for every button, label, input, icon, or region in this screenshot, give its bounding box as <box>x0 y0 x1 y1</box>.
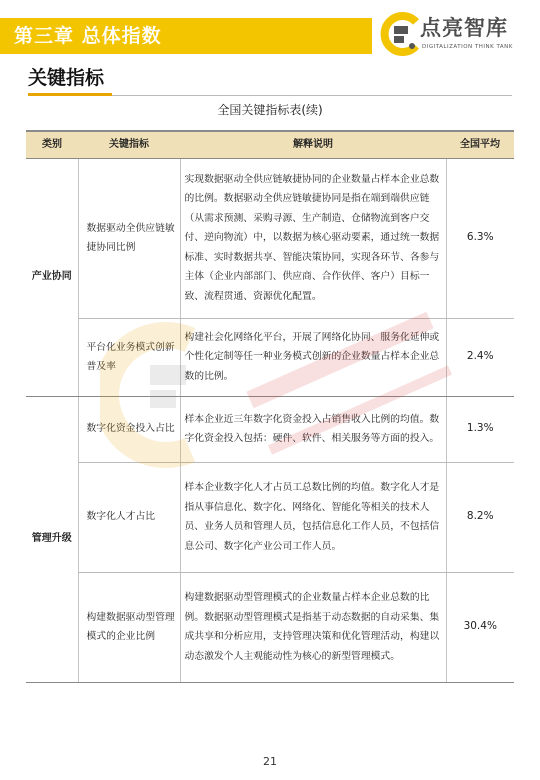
logo-subtitle: DIGITALIZATION THINK TANK <box>422 44 513 50</box>
header-category: 类别 <box>26 131 78 158</box>
page-number: 21 <box>263 755 277 768</box>
average-cell: 30.4% <box>446 572 514 682</box>
average-cell: 2.4% <box>446 318 514 396</box>
explanation-cell: 样本企业近三年数字化资金投入占销售收入比例的均值。数字化资金投入包括：硬件、软件、相关服务等方面的投入。 <box>180 396 446 462</box>
section-title: 关键指标 <box>28 67 105 89</box>
average-cell: 8.2% <box>446 462 514 572</box>
indicator-cell: 平台化业务模式创新普及率 <box>78 318 180 396</box>
table-row <box>26 396 514 462</box>
logo-name: 点亮智库 <box>420 16 508 40</box>
table-row <box>26 462 514 572</box>
header-national-average: 全国平均 <box>446 131 514 158</box>
category-cell: 产业协同 <box>26 158 78 396</box>
explanation-cell: 构建社会化网络化平台，开展了网络化协同、服务化延伸或个性化定制等任一种业务模式创新的企业数量占样本企业总数的比例。 <box>180 318 446 396</box>
header-indicator: 关键指标 <box>78 131 180 158</box>
key-indicators-table <box>26 130 514 683</box>
indicator-cell: 数字化人才占比 <box>78 462 180 572</box>
indicator-cell: 构建数据驱动型管理模式的企业比例 <box>78 572 180 682</box>
page-header <box>0 0 540 60</box>
table-header-row <box>26 131 514 158</box>
table-caption: 全国关键指标表(续) <box>217 103 323 117</box>
explanation-cell: 样本企业数字化人才占员工总数比例的均值。数字化人才是指从事信息化、数字化、网络化、智能化等相关的技术人员、业务人员和管理人员，包括信息化工作人员，不包括信息公司、数字化产业公司工作人员。 <box>180 462 446 572</box>
explanation-cell: 实现数据驱动全供应链敏捷协同的企业数量占样本企业总数的比例。数据驱动全供应链敏捷协同是指在端到端供应链（从需求预测、采购寻源、生产制造、仓储物流到客户交付、逆向物流）中，以数据为核心驱动要素，通过统一数据标准、实时数据共享、智能决策协同，实现各环节、各参与主体（企业内部部门、供应商、合作伙伴、客户）目标一致、流程贯通、资源优化配置。 <box>180 158 446 318</box>
table-row <box>26 572 514 682</box>
table-row <box>26 158 514 318</box>
table-row <box>26 318 514 396</box>
header-explanation: 解释说明 <box>180 131 446 158</box>
section-divider-accent <box>28 93 112 96</box>
indicator-cell: 数据驱动全供应链敏捷协同比例 <box>78 158 180 318</box>
chapter-title: 第三章 总体指数 <box>14 25 162 47</box>
average-cell: 1.3% <box>446 396 514 462</box>
explanation-cell: 构建数据驱动型管理模式的企业数量占样本企业总数的比例。数据驱动型管理模式是指基于动态数据的自动采集、集成共享和分析应用，支持管理决策和优化管理活动，构建以动态激发个人主观能动性为核心的新型管理模式。 <box>180 572 446 682</box>
average-cell: 6.3% <box>446 158 514 318</box>
category-cell: 管理升级 <box>26 396 78 682</box>
logo-mark-icon <box>378 12 422 56</box>
indicator-cell: 数字化资金投入占比 <box>78 396 180 462</box>
brand-logo <box>378 10 528 58</box>
